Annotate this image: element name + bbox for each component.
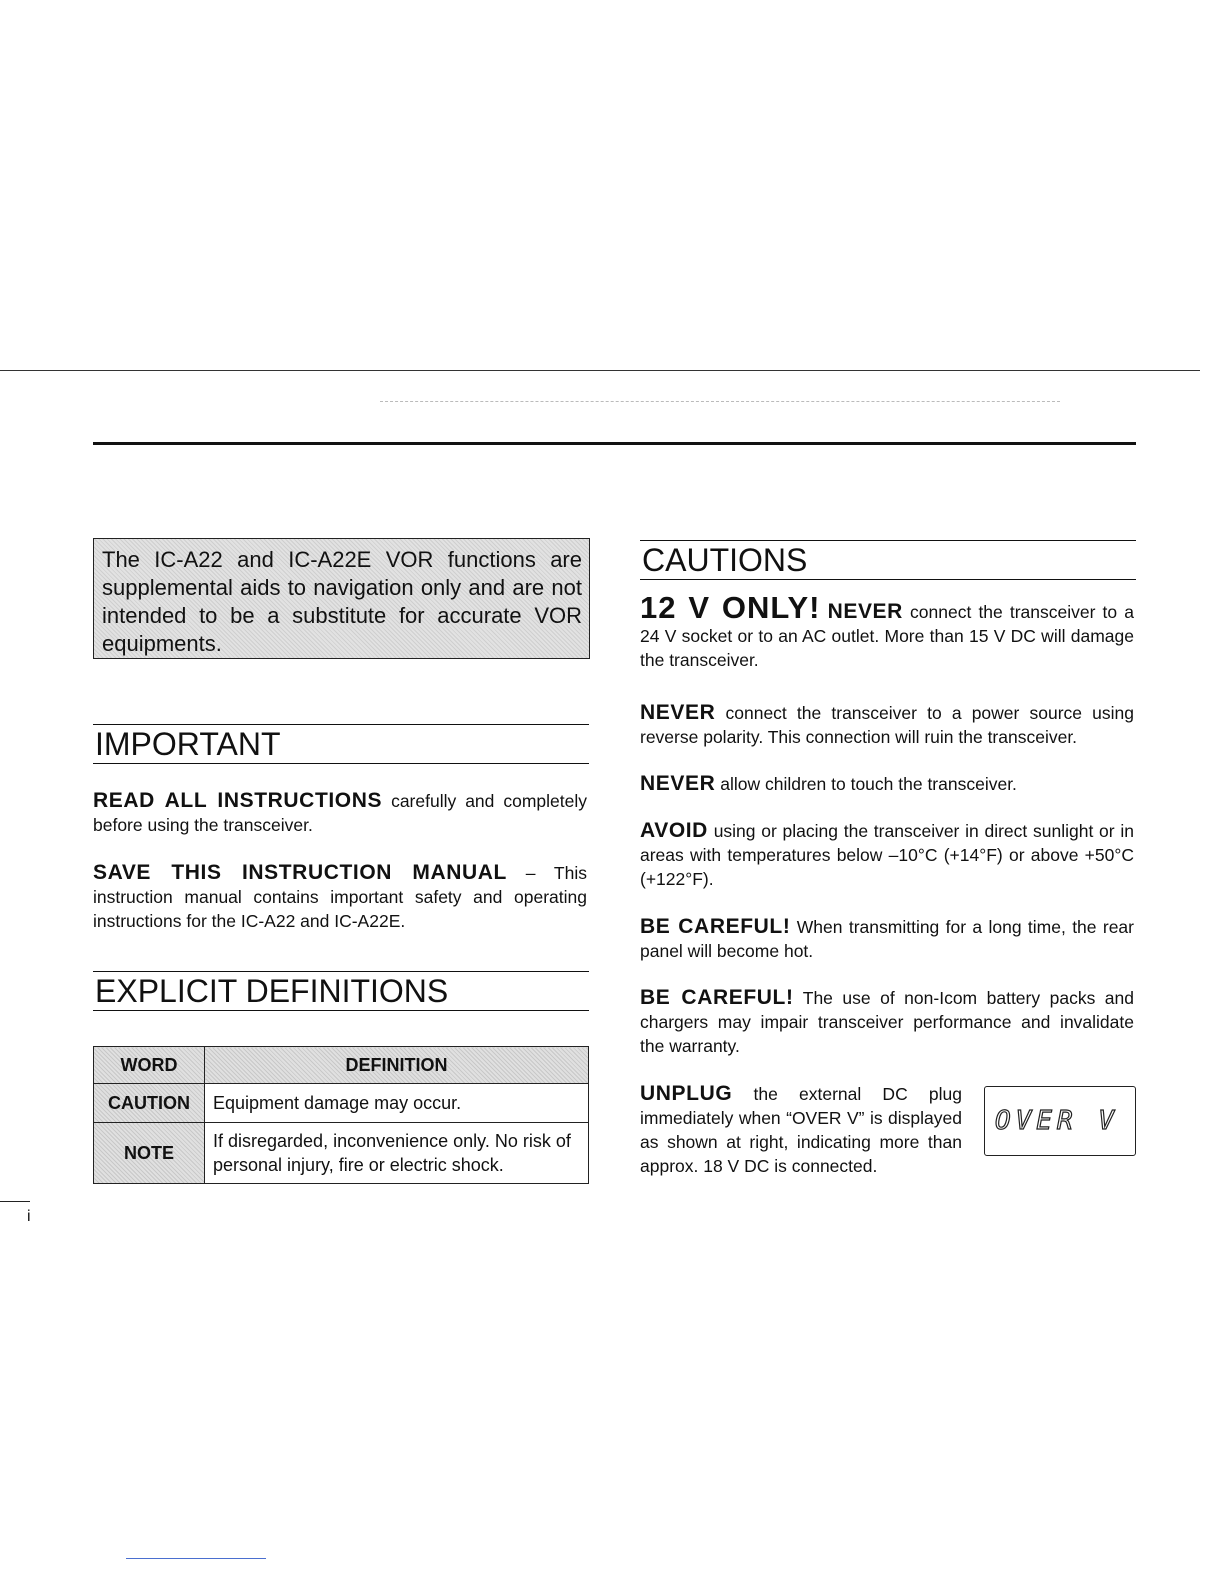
caution-text: allow children to touch the transceiver. (720, 774, 1017, 794)
caution-item-polarity (640, 701, 1134, 749)
table-row (94, 1123, 589, 1184)
lcd-display-illustration (984, 1086, 1136, 1156)
explicit-definitions-heading: EXPLICIT DEFINITIONS (93, 971, 589, 1011)
read-instructions-lead: READ ALL INSTRUCTIONS (93, 789, 383, 812)
page-number-rule (0, 1201, 30, 1202)
caution-item-battery (640, 986, 1134, 1058)
caution-lead: BE CAREFUL! (640, 915, 791, 938)
read-instructions-paragraph (93, 789, 587, 837)
caution-text: The use of non-Icom battery packs and chargers may impair transceiver performance and invalidate the warranty. (640, 988, 1135, 1056)
page-number: i (27, 1208, 31, 1225)
save-manual-lead: SAVE THIS INSTRUCTION MANUAL (93, 861, 507, 884)
table-header-word: WORD (94, 1047, 205, 1084)
save-manual-text: – This instruction manual contains important safety and operating instructions for the IC-A22 and IC-A22E. (93, 863, 587, 931)
scan-artifact-line (126, 1558, 266, 1559)
lcd-over-v-text: OVER V (995, 1106, 1119, 1136)
caution-text: connect the transceiver to a power source using reverse polarity. This connection will ruin the transceiver. (640, 703, 1134, 747)
caution-lead: 12 V ONLY! (640, 590, 821, 625)
scan-artifact-line (0, 370, 1200, 371)
caution-item-unplug (640, 1082, 962, 1178)
definition-word: CAUTION (94, 1084, 205, 1123)
scan-artifact-line (380, 401, 1060, 402)
caution-text: the external DC plug immediately when “OVER V” is displayed as shown at right, indicating more than approx. 18 V DC is connected. (640, 1084, 962, 1176)
caution-lead: NEVER (640, 701, 716, 724)
important-heading: IMPORTANT (93, 724, 589, 764)
read-instructions-text: carefully and completely before using the transceiver. (93, 791, 587, 835)
vor-notice-box: The IC-A22 and IC-A22E VOR functions are supplemental aids to navigation only and are not intended to be a substitute for accurate VOR equipments. (93, 538, 590, 659)
definition-word: NOTE (94, 1123, 205, 1184)
header-rule (93, 442, 1136, 445)
definition-text: Equipment damage may occur. (205, 1084, 589, 1123)
cautions-heading: CAUTIONS (640, 540, 1136, 580)
caution-lead-secondary: NEVER (827, 600, 903, 623)
caution-text: connect the transceiver to a 24 V socket or to an AC outlet. More than 15 V DC will damage the transceiver. (640, 602, 1134, 670)
caution-lead: UNPLUG (640, 1082, 733, 1105)
caution-lead: BE CAREFUL! (640, 986, 794, 1009)
caution-text: When transmitting for a long time, the rear panel will become hot. (640, 917, 1134, 961)
caution-item-sunlight (640, 819, 1134, 891)
table-row (94, 1084, 589, 1123)
definition-text: If disregarded, inconvenience only. No risk of personal injury, fire or electric shock. (205, 1123, 589, 1184)
caution-lead: NEVER (640, 772, 716, 795)
caution-item-hot-panel (640, 915, 1134, 963)
definitions-table (93, 1046, 589, 1184)
table-header-definition: DEFINITION (205, 1047, 589, 1084)
caution-item-children (640, 772, 1134, 796)
caution-item-12v (640, 590, 1134, 672)
caution-lead: AVOID (640, 819, 708, 842)
save-manual-paragraph (93, 861, 587, 933)
caution-text: using or placing the transceiver in direct sunlight or in areas with temperatures below –10°C (+14°F) or above +50°C (+122°F). (640, 821, 1134, 889)
